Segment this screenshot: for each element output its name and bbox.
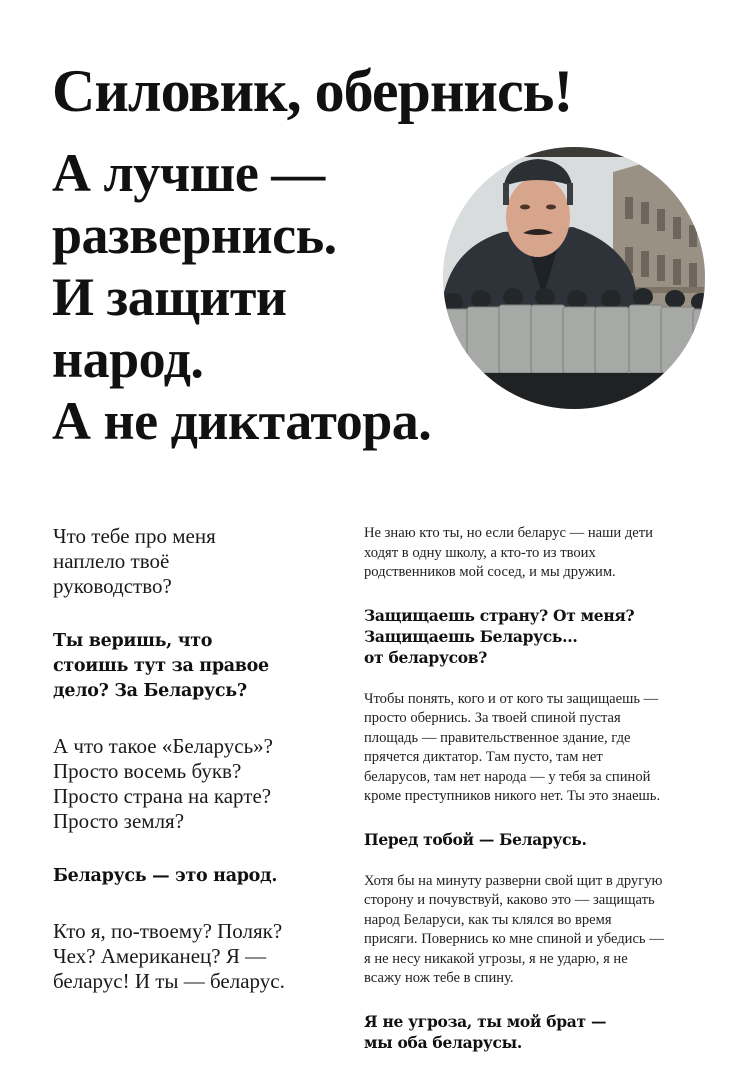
left-bold-2: Беларусь — это народ. [53, 866, 278, 886]
right-bold-1: Защищаешь страну? От меня? Защищаешь Беларусь... от беларусов? [364, 605, 635, 667]
left-paragraph-3: Кто я, по-твоему? Поляк? Чех? Американец? Я — беларус! И ты — беларус. [53, 919, 285, 993]
headline-subtitle [52, 142, 431, 452]
right-paragraph-2: Чтобы понять, кого и от кого ты защищаешь — просто обернись. За твоей спиной пустая площадь — правительственное здание, где прячется диктатор. Там пусто, там нет беларусов, там нет народа — у тебя за спиной кроме преступников никого нет. Ты это знаешь. [364, 690, 661, 804]
right-column [364, 524, 714, 1075]
right-paragraph-3: Хотя бы на минуту разверни свой щит в другую сторону и почувствуй, каково это — защищать народ Беларуси, как ты клялся во время присяги. Повернись ко мне спиной и убедись — я не несу никакой угрозы, я не ударю, я не всажу нож тебе в спину. [364, 872, 664, 986]
left-column [53, 524, 343, 1024]
right-bold-3: Я не угроза, ты мой брат — мы оба беларусы. [364, 1011, 607, 1052]
headline-subtitle-line: А лучше — [52, 143, 325, 203]
left-bold-1: Ты веришь, что стоишь тут за правое дело? За Беларусь? [53, 631, 269, 701]
collage-photo-illustration [443, 147, 705, 409]
headline-subtitle-line: народ. [52, 329, 204, 389]
left-paragraph-1: Что тебе про меня наплело твоё руководство? [53, 524, 216, 598]
right-bold-2: Перед тобой — Беларусь. [364, 829, 587, 849]
collage-photo [443, 147, 705, 409]
headline-subtitle-line: И защити [52, 267, 287, 327]
headline-subtitle-line: развернись. [52, 205, 337, 265]
right-paragraph-1: Не знаю кто ты, но если беларус — наши дети ходят в одну школу, а кто-то из твоих родственников мой сосед, и мы дружим. [364, 525, 653, 580]
headline-title: Силовик, обернись! [52, 58, 573, 124]
headline-subtitle-line: А не диктатора. [52, 391, 432, 451]
left-paragraph-2: А что такое «Беларусь»? Просто восемь букв? Просто страна на карте? Просто земля? [53, 734, 273, 833]
